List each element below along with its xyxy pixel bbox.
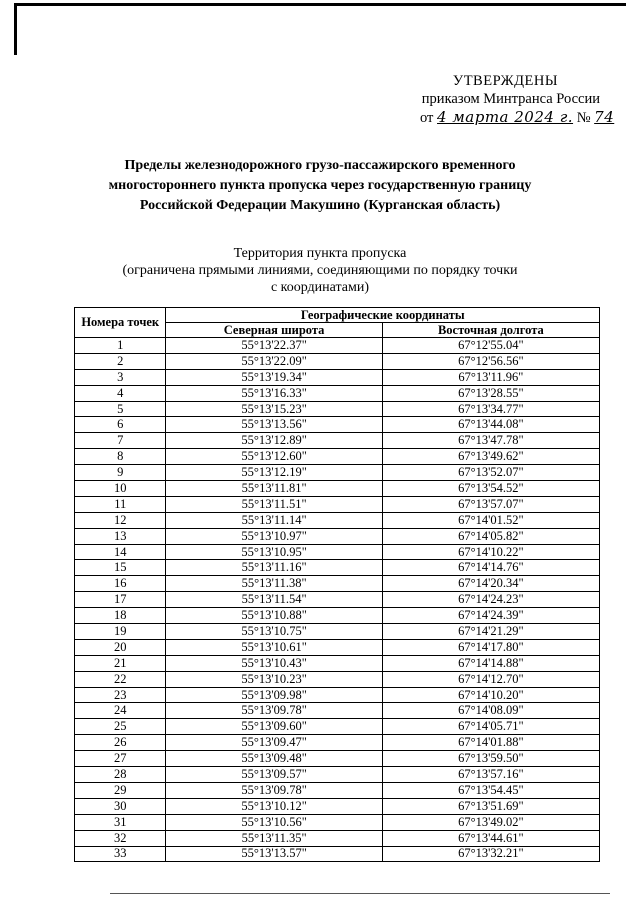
table-row: [75, 719, 600, 735]
scan-border-top: [14, 3, 626, 6]
point-number-cell: 20: [75, 639, 166, 655]
point-number-cell: 16: [75, 576, 166, 592]
point-number-cell: 27: [75, 751, 166, 767]
latitude-cell: 55°13'10.43": [166, 655, 382, 671]
point-number-cell: 19: [75, 624, 166, 640]
longitude-cell: 67°13'54.45": [382, 782, 599, 798]
table-row: [75, 655, 600, 671]
latitude-cell: 55°13'11.54": [166, 592, 382, 608]
point-number-cell: 7: [75, 433, 166, 449]
table-row: [75, 449, 600, 465]
latitude-cell: 55°13'19.34": [166, 369, 382, 385]
longitude-cell: 67°14'08.09": [382, 703, 599, 719]
latitude-cell: 55°13'10.12": [166, 798, 382, 814]
document-title-line: Российской Федерации Макушино (Курганская область): [139, 198, 501, 213]
point-number-cell: 28: [75, 767, 166, 783]
table-row: [75, 798, 600, 814]
longitude-cell: 67°13'49.02": [382, 814, 599, 830]
latitude-cell: 55°13'12.19": [166, 465, 382, 481]
longitude-cell: 67°12'56.56": [382, 353, 599, 369]
point-number-cell: 13: [75, 528, 166, 544]
latitude-cell: 55°13'09.78": [166, 782, 382, 798]
latitude-cell: 55°13'13.56": [166, 417, 382, 433]
longitude-cell: 67°14'01.88": [382, 735, 599, 751]
table-row: [75, 338, 600, 354]
table-row: [75, 846, 600, 862]
longitude-cell: 67°13'47.78": [382, 433, 599, 449]
point-number-cell: 1: [75, 338, 166, 354]
table-row: [75, 369, 600, 385]
table-row: [75, 512, 600, 528]
header-east-longitude: Восточная долгота: [382, 323, 599, 338]
longitude-cell: 67°14'24.23": [382, 592, 599, 608]
table-row: [75, 496, 600, 512]
scan-border-left: [14, 3, 17, 55]
longitude-cell: 67°14'14.88": [382, 655, 599, 671]
longitude-cell: 67°13'52.07": [382, 465, 599, 481]
point-number-cell: 4: [75, 385, 166, 401]
point-number-cell: 15: [75, 560, 166, 576]
longitude-cell: 67°13'28.55": [382, 385, 599, 401]
table-row: [75, 639, 600, 655]
table-row: [75, 576, 600, 592]
point-number-cell: 23: [75, 687, 166, 703]
table-row: [75, 751, 600, 767]
point-number-cell: 18: [75, 608, 166, 624]
territory-heading: Территория пункта пропуска: [233, 246, 407, 261]
table-row: [75, 671, 600, 687]
table-row: [75, 528, 600, 544]
latitude-cell: 55°13'13.57": [166, 846, 382, 862]
latitude-cell: 55°13'10.75": [166, 624, 382, 640]
longitude-cell: 67°13'51.69": [382, 798, 599, 814]
table-row: [75, 481, 600, 497]
latitude-cell: 55°13'10.56": [166, 814, 382, 830]
approval-number-prefix: №: [576, 110, 591, 126]
table-row: [75, 560, 600, 576]
longitude-cell: 67°13'44.08": [382, 417, 599, 433]
point-number-cell: 21: [75, 655, 166, 671]
point-number-cell: 22: [75, 671, 166, 687]
longitude-cell: 67°14'01.52": [382, 512, 599, 528]
table-row: [75, 433, 600, 449]
point-number-cell: 32: [75, 830, 166, 846]
scan-border-bottom: [110, 893, 610, 894]
approval-from-prefix: от: [420, 110, 434, 126]
latitude-cell: 55°13'09.78": [166, 703, 382, 719]
longitude-cell: 67°13'57.16": [382, 767, 599, 783]
table-row: [75, 767, 600, 783]
latitude-cell: 55°13'15.23": [166, 401, 382, 417]
territory-description: [60, 245, 580, 296]
coordinates-table: [74, 307, 600, 862]
approval-title: УТВЕРЖДЕНЫ: [452, 73, 558, 89]
longitude-cell: 67°14'10.22": [382, 544, 599, 560]
table-row: [75, 385, 600, 401]
latitude-cell: 55°13'22.37": [166, 338, 382, 354]
longitude-cell: 67°14'14.76": [382, 560, 599, 576]
table-row: [75, 830, 600, 846]
table-row: [75, 465, 600, 481]
latitude-cell: 55°13'11.16": [166, 560, 382, 576]
longitude-cell: 67°13'34.77": [382, 401, 599, 417]
latitude-cell: 55°13'11.14": [166, 512, 382, 528]
document-title-line: Пределы железнодорожного грузо-пассажирского временного: [124, 158, 516, 173]
longitude-cell: 67°13'59.50": [382, 751, 599, 767]
table-row: [75, 592, 600, 608]
document-title-line: многостороннего пункта пропуска через государственную границу: [108, 178, 532, 193]
table-row: [75, 401, 600, 417]
point-number-cell: 10: [75, 481, 166, 497]
point-number-cell: 17: [75, 592, 166, 608]
latitude-cell: 55°13'12.60": [166, 449, 382, 465]
table-row: [75, 544, 600, 560]
latitude-cell: 55°13'11.35": [166, 830, 382, 846]
handwritten-date: 4 марта 2024 г.: [437, 108, 574, 126]
longitude-cell: 67°14'10.20": [382, 687, 599, 703]
handwritten-number: 74: [594, 108, 615, 126]
point-number-cell: 26: [75, 735, 166, 751]
longitude-cell: 67°14'21.29": [382, 624, 599, 640]
latitude-cell: 55°13'16.33": [166, 385, 382, 401]
table-row: [75, 417, 600, 433]
point-number-cell: 33: [75, 846, 166, 862]
longitude-cell: 67°13'54.52": [382, 481, 599, 497]
point-number-cell: 12: [75, 512, 166, 528]
latitude-cell: 55°13'11.51": [166, 496, 382, 512]
approval-date-line: [400, 108, 615, 127]
latitude-cell: 55°13'10.95": [166, 544, 382, 560]
table-row: [75, 608, 600, 624]
latitude-cell: 55°13'09.48": [166, 751, 382, 767]
latitude-cell: 55°13'09.57": [166, 767, 382, 783]
point-number-cell: 31: [75, 814, 166, 830]
point-number-cell: 3: [75, 369, 166, 385]
point-number-cell: 29: [75, 782, 166, 798]
point-number-cell: 8: [75, 449, 166, 465]
latitude-cell: 55°13'10.61": [166, 639, 382, 655]
point-number-cell: 11: [75, 496, 166, 512]
longitude-cell: 67°14'17.80": [382, 639, 599, 655]
table-row: [75, 687, 600, 703]
latitude-cell: 55°13'09.60": [166, 719, 382, 735]
longitude-cell: 67°13'57.07": [382, 496, 599, 512]
latitude-cell: 55°13'22.09": [166, 353, 382, 369]
longitude-cell: 67°13'32.21": [382, 846, 599, 862]
table-row: [75, 353, 600, 369]
point-number-cell: 24: [75, 703, 166, 719]
latitude-cell: 55°13'11.81": [166, 481, 382, 497]
table-row: [75, 814, 600, 830]
longitude-cell: 67°14'24.39": [382, 608, 599, 624]
header-north-latitude: Северная широта: [166, 323, 382, 338]
longitude-cell: 67°13'11.96": [382, 369, 599, 385]
longitude-cell: 67°12'55.04": [382, 338, 599, 354]
longitude-cell: 67°14'20.34": [382, 576, 599, 592]
table-row: [75, 624, 600, 640]
latitude-cell: 55°13'09.98": [166, 687, 382, 703]
latitude-cell: 55°13'09.47": [166, 735, 382, 751]
latitude-cell: 55°13'11.38": [166, 576, 382, 592]
latitude-cell: 55°13'10.88": [166, 608, 382, 624]
header-point-number: Номера точек: [75, 308, 166, 338]
latitude-cell: 55°13'10.23": [166, 671, 382, 687]
territory-note-line: с координатами): [270, 280, 370, 295]
point-number-cell: 25: [75, 719, 166, 735]
longitude-cell: 67°14'05.71": [382, 719, 599, 735]
table-row: [75, 782, 600, 798]
longitude-cell: 67°13'49.62": [382, 449, 599, 465]
point-number-cell: 5: [75, 401, 166, 417]
document-title: [60, 156, 580, 216]
approval-block: [400, 72, 615, 127]
point-number-cell: 6: [75, 417, 166, 433]
longitude-cell: 67°14'05.82": [382, 528, 599, 544]
territory-note-line: (ограничена прямыми линиями, соединяющими по порядку точки: [122, 263, 518, 278]
longitude-cell: 67°14'12.70": [382, 671, 599, 687]
point-number-cell: 2: [75, 353, 166, 369]
header-geo-coordinates: Географические координаты: [166, 308, 600, 323]
point-number-cell: 9: [75, 465, 166, 481]
longitude-cell: 67°13'44.61": [382, 830, 599, 846]
approval-order: приказом Минтранса России: [421, 91, 600, 107]
table-row: [75, 735, 600, 751]
table-row: [75, 703, 600, 719]
coordinates-table-body: [75, 338, 600, 862]
point-number-cell: 30: [75, 798, 166, 814]
latitude-cell: 55°13'10.97": [166, 528, 382, 544]
latitude-cell: 55°13'12.89": [166, 433, 382, 449]
point-number-cell: 14: [75, 544, 166, 560]
